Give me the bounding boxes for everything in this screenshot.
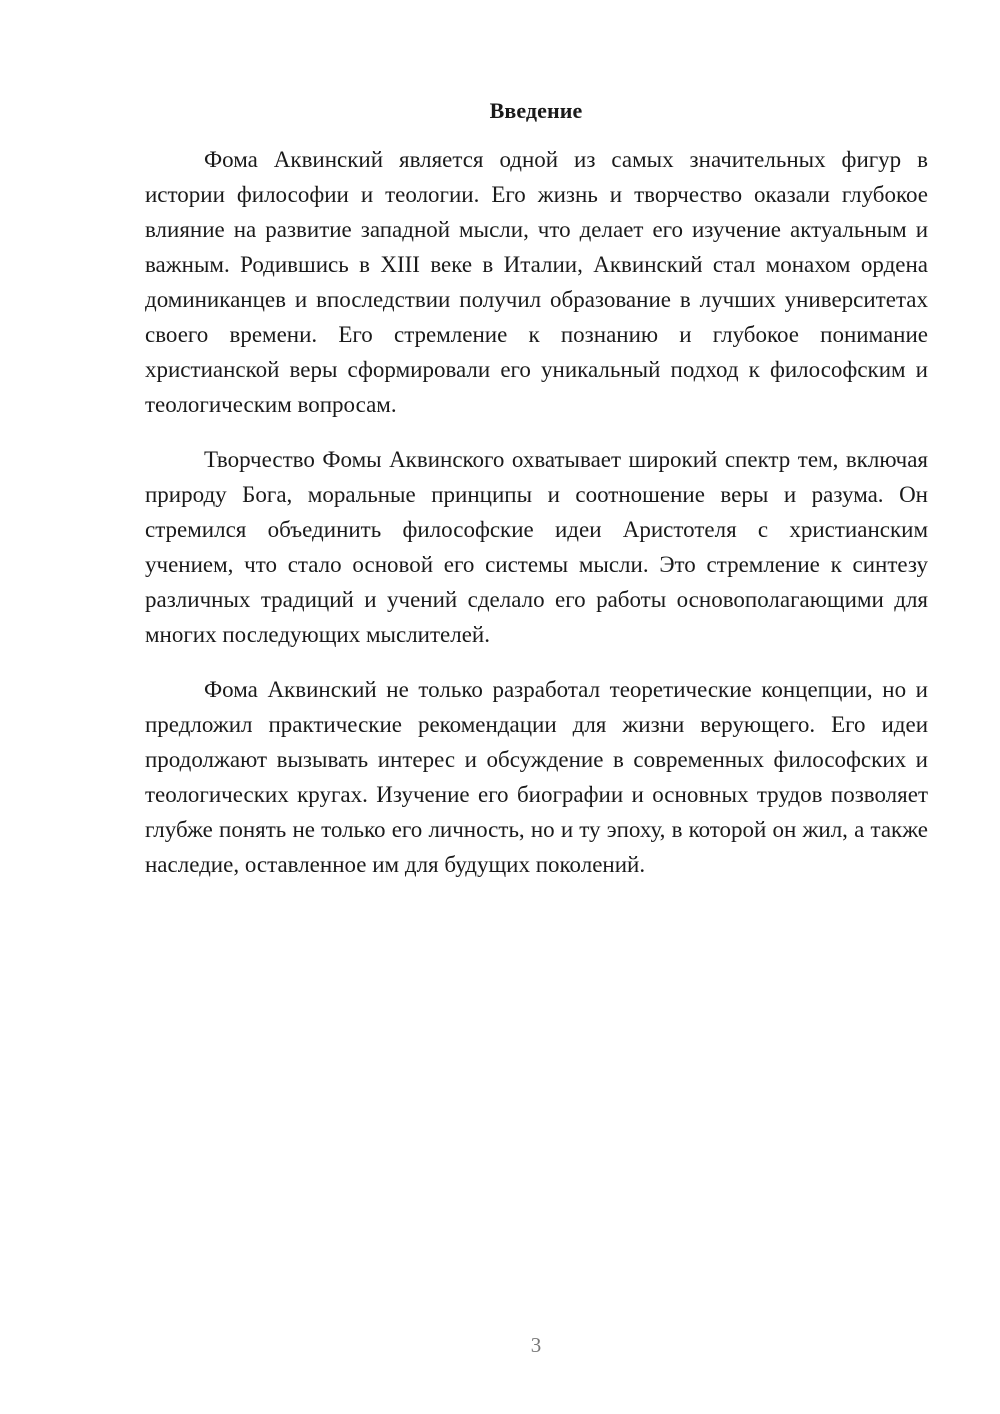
paragraph-intro: Фома Аквинский является одной из самых значительных фигур в истории философии и теологии. Его жизнь и творчество оказали глубокое влияние на развитие западной мысли, что делает его изучение актуальным и важным. Родившись в XIII веке в Италии, Аквинский стал монахом ордена доминиканцев и впоследствии получил образование в лучших университетах своего времени. Его стремление к познанию и глубокое понимание христианской веры сформировали его уникальный подход к философским и теологическим вопросам. xyxy=(145,147,928,417)
paragraph-legacy: Фома Аквинский не только разработал теоретические концепции, но и предложил практические рекомендации для жизни верующего. Его идеи продолжают вызывать интерес и обсуждение в современных философских и теологических кругах. Изучение его биографии и основных трудов позволяет глубже понять не только его личность, но и ту эпоху, в которой он жил, а также наследие, оставленное им для будущих поколений. xyxy=(145,677,928,877)
paragraph-works: Творчество Фомы Аквинского охватывает широкий спектр тем, включая природу Бога, моральные принципы и соотношение веры и разума. Он стремился объединить философские идеи Аристотеля с христианским учением, что стало основой его системы мысли. Это стремление к синтезу различных традиций и учений сделало его работы основополагающими для многих последующих мыслителей. xyxy=(145,447,928,647)
body-text xyxy=(145,142,928,902)
page-number: 3 xyxy=(530,1333,542,1357)
section-title: Введение xyxy=(489,98,583,123)
